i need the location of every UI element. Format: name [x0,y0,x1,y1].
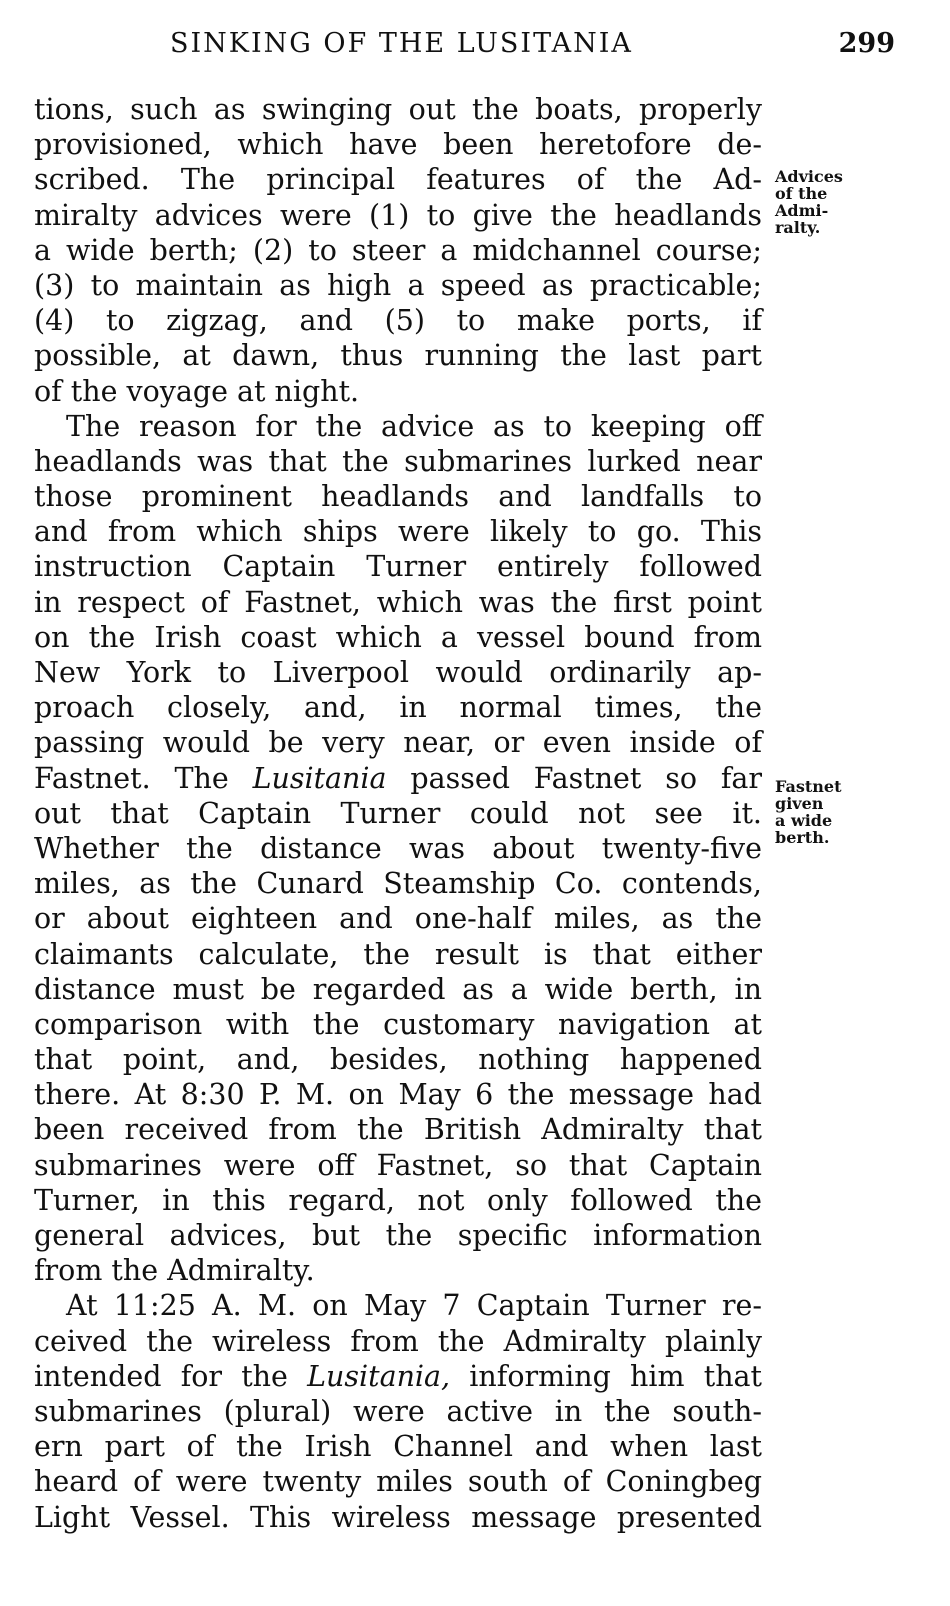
sidenote-line: a wide [775,811,833,830]
text-line [34,479,762,514]
text-line [34,796,762,831]
text-segment: those prominent headlands and landfalls to [34,480,762,514]
page-number: 299 [838,28,895,59]
text-segment: there. At 8:30 P. M. on May 6 the message had [34,1078,762,1112]
italic-ship-name: Lusitania [252,761,387,795]
sidenote-line: given [775,794,824,813]
text-line [34,1429,762,1464]
text-segment: The reason for the advice as to keeping off [66,409,762,443]
text-line [34,1042,762,1077]
text-line [34,1183,762,1218]
sidenote-line: of the [775,184,828,203]
text-line [34,1394,762,1429]
text-line [34,268,762,303]
sidenote-line: Fastnet [775,777,842,796]
text-line [34,1112,762,1147]
text-segment: Light Vessel. This wireless message presented [34,1500,762,1534]
text-line [34,1218,762,1253]
paragraph [34,92,762,409]
paragraph [34,409,762,1289]
text-line [34,866,762,901]
text-line [34,972,762,1007]
text-segment: miles, as the Cunard Steamship Co. contends, [34,867,762,901]
text-segment: (4) to zigzag, and (5) to make ports, if [34,304,762,338]
text-segment: comparison with the customary navigation at [34,1007,762,1041]
text-segment: claimants calculate, the result is that either [34,937,762,971]
text-segment: passed Fastnet so far [386,761,762,795]
text-segment: possible, at dawn, thus running the last part [34,339,762,373]
text-segment: of the voyage at night. [34,374,360,408]
text-line [34,374,762,409]
text-line [34,1253,762,1288]
text-line [34,1148,762,1183]
text-line [34,655,762,690]
text-segment: Turner, in this regard, not only followed the [34,1183,762,1217]
text-segment: general advices, but the specific information [34,1219,762,1252]
text-segment: (3) to maintain as high a speed as practicable; [34,268,762,302]
text-segment: on the Irish coast which a vessel bound from [34,620,762,654]
text-line [34,725,762,760]
text-segment: proach closely, and, in normal times, the [34,691,762,725]
text-line [34,831,762,866]
text-line [34,761,762,796]
text-segment: provisioned, which have been heretofore de- [34,128,762,162]
text-line [34,233,762,268]
text-line [34,338,762,373]
text-line [34,1077,762,1112]
text-segment: and from which ships were likely to go. This [34,515,762,549]
paragraph [34,1288,762,1534]
text-line [34,549,762,584]
italic-ship-name: Lusitania, [307,1359,451,1393]
text-segment: heard of were twenty miles south of Coningbeg [34,1465,762,1499]
text-line [34,901,762,936]
text-line [34,1288,762,1323]
text-line [34,444,762,479]
text-line [34,92,762,127]
text-line [34,1464,762,1499]
sidenote-line: ralty. [775,218,821,237]
text-line [34,127,762,162]
sidenote-advices-of-the-admiralty [775,168,870,236]
sidenote-fastnet-given-a-wide-berth [775,778,870,846]
sidenote-line: Advices [775,167,843,186]
text-segment: or about eighteen and one-half miles, as the [34,902,762,936]
text-segment: Whether the distance was about twenty-five [34,831,762,865]
text-segment: been received from the British Admiralty that [34,1113,762,1147]
text-segment: New York to Liverpool would ordinarily ap- [34,656,762,689]
text-line [34,620,762,655]
text-line [34,937,762,972]
text-segment: in respect of Fastnet, which was the first point [34,585,762,619]
text-line [34,514,762,549]
text-segment: out that Captain Turner could not see it. [34,796,762,830]
text-segment: submarines (plural) were active in the south- [34,1394,762,1428]
text-segment: ceived the wireless from the Admiralty plainly [34,1324,762,1358]
text-line [34,1500,762,1535]
text-line [34,1324,762,1359]
text-line [34,585,762,620]
text-segment: a wide berth; (2) to steer a midchannel course; [34,233,762,267]
text-segment: tions, such as swinging out the boats, properly [34,93,762,126]
text-segment: Fastnet. The [34,761,253,795]
text-segment: that point, and, besides, nothing happened [34,1043,762,1077]
text-line [34,1007,762,1042]
page-header [170,28,895,72]
text-line [34,198,762,233]
text-segment: ern part of the Irish Channel and when last [34,1430,762,1464]
text-line [34,303,762,338]
sidenote-line: berth. [775,828,830,847]
text-segment: scribed. The principal features of the Ad- [34,163,762,197]
text-line [34,690,762,725]
running-head: SINKING OF THE LUSITANIA [170,28,633,59]
text-segment: from the Admiralty. [34,1254,315,1288]
text-segment: intended for the [34,1359,308,1393]
text-segment: headlands was that the submarines lurked near [34,444,762,478]
text-line [34,162,762,197]
text-line [34,409,762,444]
text-line [34,1359,762,1394]
body-text [34,92,762,1535]
text-segment: passing would be very near, or even inside of [34,726,762,760]
text-segment: informing him that [450,1359,762,1393]
text-segment: instruction Captain Turner entirely followed [34,550,762,584]
text-segment: miralty advices were (1) to give the headlands [34,198,762,232]
text-segment: distance must be regarded as a wide berth, in [34,972,762,1006]
sidenote-line: Admi- [775,201,829,220]
text-segment: At 11:25 A. M. on May 7 Captain Turner re- [66,1289,762,1323]
text-segment: submarines were off Fastnet, so that Captain [34,1148,762,1182]
